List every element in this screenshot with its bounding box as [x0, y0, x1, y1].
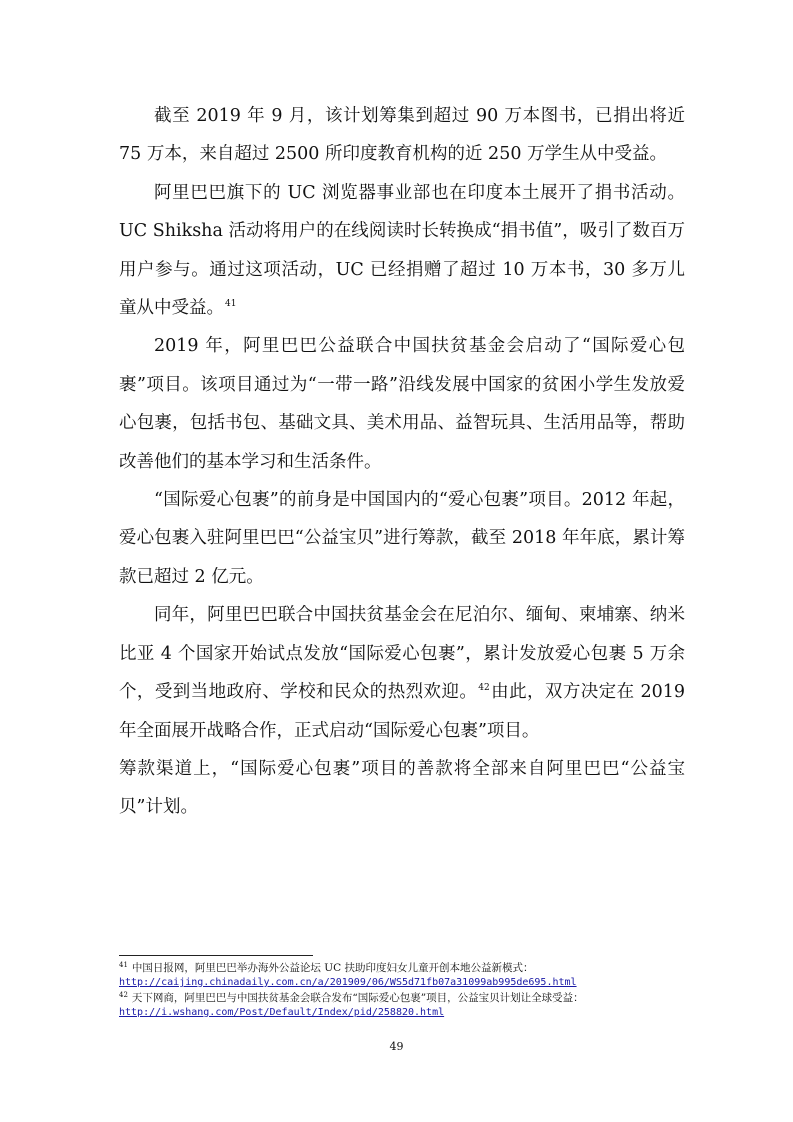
footnotes: [119, 961, 719, 1021]
footnote-42-number: 42: [119, 991, 128, 999]
body-text: [119, 97, 685, 827]
footnote-divider: [119, 955, 313, 956]
footnote-41: [119, 961, 719, 990]
footnote-42: [119, 991, 719, 1020]
paragraph-4-text: “国际爱心包裹”的前身是中国国内的“爱心包裹”项目。2012 年起，爱心包裹入驻阿里巴巴“公益宝贝”进行筹款，截至 2018 年年底，累计筹款已超过 2 亿元。: [119, 490, 685, 587]
paragraph-1-text: 截至 2019 年 9 月，该计划筹集到超过 90 万本图书，已捐出将近 75 万本，来自超过 2500 所印度教育机构的近 250 万学生从中受益。: [119, 106, 685, 165]
paragraph-4: [119, 481, 685, 596]
paragraph-6-text: 筹款渠道上，“国际爱心包裹”项目的善款将全部来自阿里巴巴“公益宝贝”计划。: [119, 758, 685, 818]
paragraph-3-text: 2019 年，阿里巴巴公益联合中国扶贫基金会启动了“国际爱心包裹”项目。该项目通过为“一带一路”沿线发展中国家的贫困小学生发放爱心包裹，包括书包、基础文具、美术用品、益智玩具、生活用品等，帮助改善他们的基本学习和生活条件。: [119, 336, 685, 472]
footnote-ref-42[interactable]: 42: [478, 683, 490, 694]
footnote-42-text: 天下网商，阿里巴巴与中国扶贫基金会联合发布“国际爱心包裹”项目，公益宝贝计划让全球受益：: [131, 992, 584, 1004]
footnote-ref-41[interactable]: 41: [225, 299, 237, 310]
footnote-41-text: 中国日报网，阿里巴巴举办海外公益论坛 UC 扶助印度妇女儿童开创本地公益新模式：: [131, 962, 534, 974]
paragraph-5: [119, 596, 685, 750]
paragraph-2-text: 阿里巴巴旗下的 UC 浏览器事业部也在印度本土展开了捐书活动。UC Shiksha 活动将用户的在线阅读时长转换成“捐书值”，吸引了数百万用户参与。通过这项活动，UC 已经捐赠了超过 10 万本书，30 多万儿童从中受益。: [119, 182, 685, 319]
paragraph-2: [119, 174, 685, 328]
paragraph-6: [119, 750, 685, 827]
footnote-42-link[interactable]: http://i.wshang.com/Post/Default/Index/pid/258820.html: [119, 1007, 445, 1018]
paragraph-5-text: 同年，阿里巴巴联合中国扶贫基金会在尼泊尔、缅甸、柬埔寨、纳米比亚 4 个国家开始试点发放“国际爱心包裹”，累计发放爱心包裹 5 万余个，受到当地政府、学校和民众的热烈欢迎。: [119, 605, 685, 703]
page-number: 49: [389, 1040, 404, 1053]
paragraph-3: [119, 327, 685, 481]
footnote-41-number: 41: [119, 961, 128, 969]
footnote-41-link[interactable]: http://caijing.chinadaily.com.cn/a/201909/06/WS5d71fb07a31099ab995de695.html: [119, 977, 577, 988]
paragraph-5-text-continued: 由此，双方决定在 2019 年全面展开战略合作，正式启动“国际爱心包裹”项目。: [119, 682, 685, 741]
paragraph-1: [119, 97, 685, 174]
